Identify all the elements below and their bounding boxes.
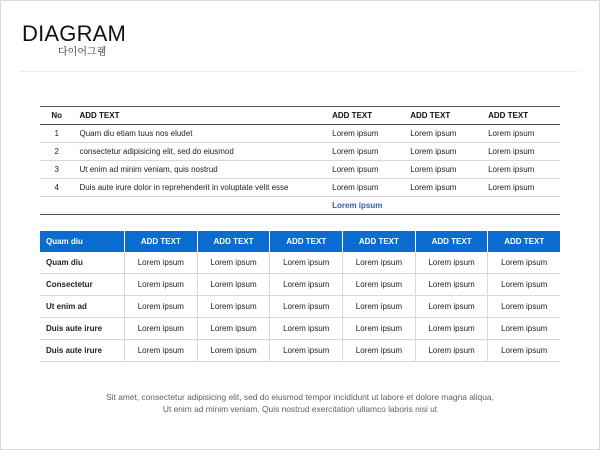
- table-cell: Lorem ipsum: [326, 125, 404, 143]
- matrix-header-cell: ADD TEXT: [125, 231, 198, 252]
- matrix-header-cell: ADD TEXT: [343, 231, 416, 252]
- table-cell: Lorem ipsum: [270, 318, 343, 340]
- matrix-table: [40, 231, 560, 362]
- row-label: Quam diu: [40, 252, 125, 274]
- row-number: 1: [40, 125, 73, 143]
- table-row: [40, 179, 560, 197]
- matrix-header-cell: ADD TEXT: [488, 231, 560, 252]
- table-cell: Lorem ipsum: [125, 318, 198, 340]
- table-cell: Lorem ipsum: [125, 340, 198, 362]
- row-number: 4: [40, 179, 73, 197]
- matrix-header-cell: Quam diu: [40, 231, 125, 252]
- title-divider: [20, 71, 578, 72]
- table-cell: Lorem ipsum: [482, 143, 560, 161]
- table-cell: Lorem ipsum: [404, 125, 482, 143]
- footer-caption: [40, 391, 560, 415]
- table-row: [40, 125, 560, 143]
- page-subtitle: 다이어그램: [58, 47, 107, 58]
- summary-table-header-row: [40, 107, 560, 125]
- table-row: [40, 318, 560, 340]
- matrix-header-cell: ADD TEXT: [197, 231, 270, 252]
- table-cell: Lorem ipsum: [343, 318, 416, 340]
- footer-total-value: Lorem ipsum: [326, 197, 404, 215]
- header-cell: ADD TEXT: [482, 107, 560, 125]
- table-cell: Lorem ipsum: [197, 252, 270, 274]
- table-cell: Lorem ipsum: [197, 340, 270, 362]
- table-cell: Lorem ipsum: [326, 161, 404, 179]
- table-cell: Lorem ipsum: [482, 125, 560, 143]
- summary-table-footer-row: [40, 197, 560, 215]
- table-cell: Lorem ipsum: [415, 340, 488, 362]
- table-cell: Lorem ipsum: [197, 296, 270, 318]
- row-label: Ut enim ad: [40, 296, 125, 318]
- row-description: Duis aute irure dolor in reprehenderit in voluptate velit esse: [73, 179, 326, 197]
- matrix-table-header-row: [40, 231, 560, 252]
- footer-empty-cell: [40, 197, 73, 215]
- table-cell: Lorem ipsum: [270, 252, 343, 274]
- row-description: consectetur adipisicing elit, sed do eiusmod: [73, 143, 326, 161]
- table-cell: Lorem ipsum: [197, 318, 270, 340]
- footer-caption-line: Sit amet, consectetur adipisicing elit, sed do eiusmod tempor incididunt ut labore et dolore magna aliqua,: [106, 392, 494, 402]
- table-cell: Lorem ipsum: [488, 318, 560, 340]
- page-title: DIAGRAM: [22, 21, 127, 46]
- table-cell: Lorem ipsum: [270, 296, 343, 318]
- table-cell: Lorem ipsum: [404, 179, 482, 197]
- row-label: Consectetur: [40, 274, 125, 296]
- table-cell: Lorem ipsum: [482, 179, 560, 197]
- table-cell: Lorem ipsum: [125, 296, 198, 318]
- table-row: [40, 252, 560, 274]
- table-cell: Lorem ipsum: [125, 252, 198, 274]
- table-cell: Lorem ipsum: [197, 274, 270, 296]
- footer-empty-cell: [73, 197, 326, 215]
- table-cell: Lorem ipsum: [488, 274, 560, 296]
- table-cell: Lorem ipsum: [270, 274, 343, 296]
- table-cell: Lorem ipsum: [343, 340, 416, 362]
- row-label: Duis aute irure: [40, 340, 125, 362]
- table-cell: Lorem ipsum: [482, 161, 560, 179]
- footer-caption-line: Ut enim ad minim veniam. Quis nostrud exercitation ullamco laboris nisi ut: [162, 404, 438, 414]
- row-description: Ut enim ad minim veniam, quis nostrud: [73, 161, 326, 179]
- matrix-header-cell: ADD TEXT: [415, 231, 488, 252]
- row-number: 3: [40, 161, 73, 179]
- header-cell: ADD TEXT: [73, 107, 326, 125]
- header-cell: ADD TEXT: [326, 107, 404, 125]
- table-cell: Lorem ipsum: [326, 143, 404, 161]
- header-cell-no: No: [40, 107, 73, 125]
- row-description: Quam diu etiam tuus nos eludet: [73, 125, 326, 143]
- table-cell: Lorem ipsum: [343, 296, 416, 318]
- table-row: [40, 274, 560, 296]
- table-cell: Lorem ipsum: [343, 252, 416, 274]
- table-cell: Lorem ipsum: [404, 161, 482, 179]
- row-number: 2: [40, 143, 73, 161]
- table-cell: Lorem ipsum: [326, 179, 404, 197]
- header-cell: ADD TEXT: [404, 107, 482, 125]
- table-cell: Lorem ipsum: [488, 340, 560, 362]
- table-cell: Lorem ipsum: [343, 274, 416, 296]
- table-cell: Lorem ipsum: [270, 340, 343, 362]
- table-row: [40, 296, 560, 318]
- table-row: [40, 143, 560, 161]
- row-label: Duis aute irure: [40, 318, 125, 340]
- matrix-header-cell: ADD TEXT: [270, 231, 343, 252]
- footer-empty-cell: [404, 197, 482, 215]
- table-cell: Lorem ipsum: [415, 274, 488, 296]
- table-row: [40, 161, 560, 179]
- table-row: [40, 340, 560, 362]
- summary-table: [40, 106, 560, 215]
- table-cell: Lorem ipsum: [125, 274, 198, 296]
- table-cell: Lorem ipsum: [415, 296, 488, 318]
- table-cell: Lorem ipsum: [404, 143, 482, 161]
- footer-empty-cell: [482, 197, 560, 215]
- table-cell: Lorem ipsum: [415, 252, 488, 274]
- table-cell: Lorem ipsum: [488, 296, 560, 318]
- table-cell: Lorem ipsum: [488, 252, 560, 274]
- table-cell: Lorem ipsum: [415, 318, 488, 340]
